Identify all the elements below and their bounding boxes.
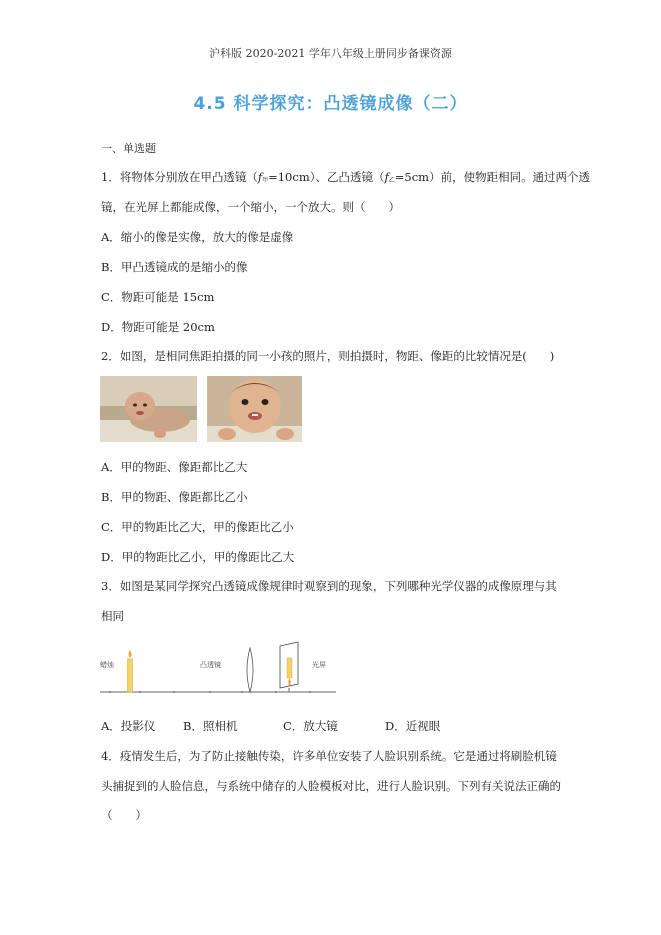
question-1-line-2: 镜，在光屏上都能成像，一个缩小，一个放大。则（ ）: [101, 200, 400, 214]
question-4-line-2: 头捕捉到的人脸信息，与系统中储存的人脸模板对比，进行人脸识别。下列有关说法正确的: [101, 779, 561, 793]
q1-option-c: C．物距可能是 15cm: [101, 290, 215, 304]
candle-icon: [128, 650, 133, 692]
question-2-text: 2．如图，是相同焦距拍摄的同一小孩的照片，则拍摄时，物距、像距的比较情况是( ): [101, 349, 555, 363]
question-4-line-1: 4．疫情发生后，为了防止接触传染，许多单位安装了人脸识别系统。它是通过将刷脸机镜: [101, 749, 557, 763]
section-heading: 一、单选题: [101, 142, 156, 155]
q3-option-a: A．投影仪: [101, 719, 156, 733]
q2-option-a: A．甲的物距、像距都比乙大: [101, 460, 248, 474]
page-header: 沪科版 2020-2021 学年八年级上册同步备课资源: [209, 47, 452, 60]
q3-option-d: D．近视眼: [385, 719, 441, 733]
q3-option-b: B．照相机: [183, 719, 238, 733]
q1-option-d: D．物距可能是 20cm: [101, 320, 215, 334]
q1-option-b: B．甲凸透镜成的是缩小的像: [101, 260, 248, 274]
light-screen-icon: [280, 642, 298, 692]
baby-photo-near: [207, 376, 304, 442]
question-1-line-1: 1．将物体分别放在甲凸透镜$(f_甲=10cm)$、乙凸透镜$(f_乙=5cm)$前，使物距相同。通过两个透: [101, 170, 591, 184]
candle-label: 蜡烛: [100, 661, 114, 669]
question-3-line-2: 相同: [101, 609, 124, 623]
q2-option-b: B．甲的物距、像距都比乙小: [101, 490, 248, 504]
question-3-line-1: 3．如图是某同学探究凸透镜成像规律时观察到的现象，下列哪种光学仪器的成像原理与其: [101, 579, 557, 593]
baby-photo-far: [100, 376, 197, 442]
q2-option-d: D．甲的物距比乙小，甲的像距比乙大: [101, 550, 295, 564]
lens-label: 凸透镜: [200, 661, 221, 669]
q3-options-row: [101, 719, 561, 735]
optics-bench-diagram: [100, 640, 340, 700]
q2-option-c: C．甲的物距比乙大，甲的像距比乙小: [101, 520, 294, 534]
screen-label: 光屏: [312, 661, 326, 669]
q1-option-a: A．缩小的像是实像，放大的像是虚像: [101, 230, 294, 244]
question-4-line-3: （ ）: [101, 808, 147, 822]
q3-option-c: C．放大镜: [283, 719, 338, 733]
page-title: 4.5 科学探究：凸透镜成像（二）: [193, 94, 468, 114]
convex-lens-icon: [247, 648, 253, 692]
